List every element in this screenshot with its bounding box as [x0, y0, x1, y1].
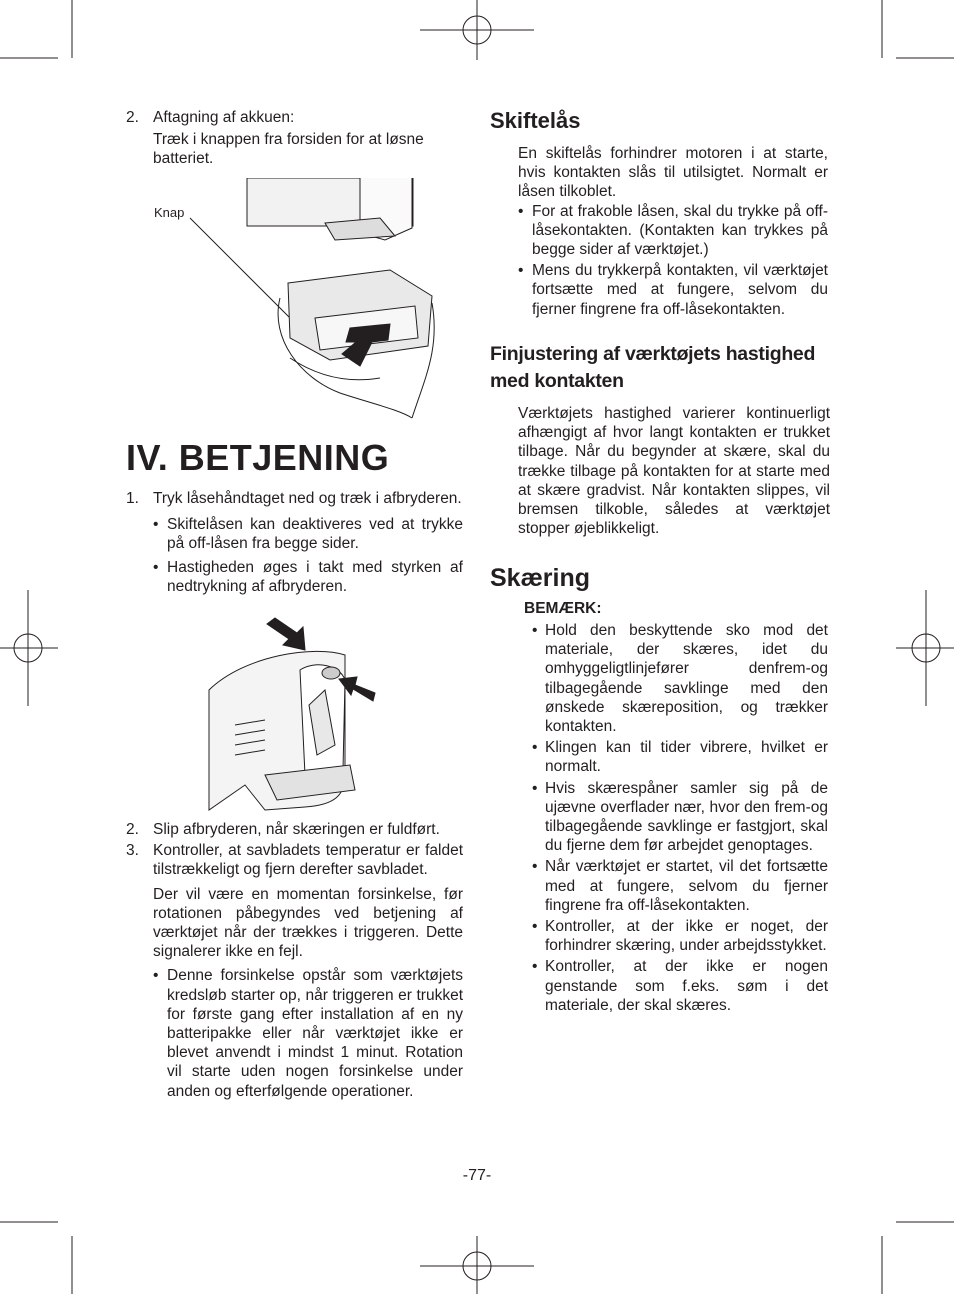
bullet-text: Hvis skærespåner samler sig på de ujævne overflader nær, hvor den frem-og tilbagegående savklinge er fastgjort, skal du fjerne dem før arbejdet genoptages.	[545, 779, 828, 855]
bullet: •	[518, 202, 524, 220]
bullet: •	[518, 262, 524, 280]
steps-2-3	[126, 820, 463, 1101]
list-item	[532, 957, 828, 1015]
list-item	[532, 917, 828, 955]
bullet-text: Mens du trykkerpå kontakten, vil værktøjet fortsætte med at fungere, selvom du fjerner fingrene fra off-låsekontakten.	[532, 262, 828, 318]
finjustering-paragraph: Værktøjets hastighed varierer kontinuerligt afhængigt af hvor langt kontakten er trukket tilbage. Når du begynder at skære, skal du trække tilbage på kontakten for at starte med at skære gradvist. Når kontakten slippes, vil bremsen tilkoble, således at værktøjet stopper øjeblikkeligt.	[518, 405, 830, 538]
bullet-text: Hastigheden øges i takt med styrken af nedtrykning af afbryderen.	[167, 558, 463, 595]
page-number: -77-	[462, 1167, 492, 1184]
page-section-title	[126, 437, 389, 479]
list-item	[532, 621, 828, 736]
bullet-text: Skiftelåsen kan deaktiveres ved at trykke på off-låsen fra begge sider.	[167, 516, 463, 553]
list-item	[532, 857, 828, 915]
list-item	[532, 779, 828, 856]
list-item	[518, 261, 828, 319]
step-number: 2.	[126, 109, 139, 126]
heading-finjustering: Finjustering af værktøjets hastighed med kontakten	[490, 343, 816, 392]
note-label: BEMÆRK:	[524, 600, 602, 617]
bullet-text: Hold den beskyttende sko mod det materiale, der skæres, idet du omhyggeligtlinjefører denfrem-og tilbagegående savklinge med den ønskede skæreposition, og trækker kontakten.	[545, 622, 828, 736]
skaering-list	[532, 621, 828, 1015]
step-number: 1.	[126, 490, 139, 507]
section-heading-betjening: IV. BETJENING	[126, 437, 390, 478]
bullet-text: Denne forsinkelse opstår som værktøjets kredsløb starter op, når triggeren er trukket for første gang efter installation af en ny batteripakke eller når værktøjet ikke er blevet anvendt i mindst 1 minut. Rotation vil starte uden nogen forsinkelse under anden og efterfølgende operationer.	[167, 967, 463, 1100]
list-item	[126, 841, 463, 1101]
skiftelas-paragraph: En skiftelås forhindrer motoren i at starte, hvis kontakten slås til utilsigtet. Normalt er låsen tilkoblet.	[518, 145, 828, 201]
bullet: •	[532, 779, 538, 797]
bullet-text: Når værktøjet er startet, vil det fortsætte med at fungere, selvom du fjerner fingrene fra off-låsekontakten.	[545, 858, 828, 914]
step-2-remove-battery	[126, 108, 463, 169]
bullet: •	[153, 967, 159, 985]
battery-removal-illustration	[150, 178, 450, 420]
step-number: 3.	[126, 842, 139, 860]
battery-removal-figure	[150, 178, 450, 420]
bullet-text: Klingen kan til tider vibrere, hvilket er normalt.	[545, 739, 828, 776]
list-item	[153, 515, 463, 553]
bullet: •	[532, 958, 538, 976]
bullet: •	[532, 622, 538, 639]
bullet: •	[532, 918, 538, 936]
bullet: •	[153, 516, 159, 534]
bullet: •	[153, 558, 159, 576]
step-text: Træk i knappen fra forsiden for at løsne batteriet.	[153, 131, 424, 168]
heading-skiftelas: Skiftelås	[490, 108, 581, 133]
heading-skaering: Skæring	[490, 564, 591, 592]
step-text: Tryk låsehåndtaget ned og træk i afbryderen.	[153, 490, 462, 507]
finjustering-section	[490, 341, 830, 538]
bullet-text: Kontroller, at der ikke er nogen genstande som f.eks. søm i det materiale, der skal skæres.	[545, 958, 828, 1014]
list-item	[153, 558, 463, 596]
trigger-figure	[205, 615, 390, 813]
bullet-text: Kontroller, at der ikke er noget, der forhindrer skæring, under arbejdsstykket.	[545, 918, 828, 955]
bullet-text: For at frakoble låsen, skal du trykke på off-låsekontakten. (Kontakten kan trykkes på begge sider af værktøjet.)	[532, 202, 828, 259]
step-title: Aftagning af akkuen:	[153, 109, 295, 126]
bullet: •	[532, 858, 538, 876]
list-item	[153, 966, 463, 1100]
step-text: Kontroller, at savbladets temperatur er faldet tilstrækkeligt og fjern derefter savbladet.	[153, 842, 463, 879]
step-number: 2.	[126, 821, 139, 838]
list-item	[532, 738, 828, 776]
step-1-operate	[126, 489, 463, 596]
list-item	[126, 820, 463, 839]
figure-label-knap: Knap	[154, 205, 185, 220]
step-paragraph: Der vil være en momentan forsinkelse, før rotationen påbegyndes ved betjening af værktøjet når der trækkes i triggeren. Dette signalerer ikke en fejl.	[153, 885, 463, 961]
bullet: •	[532, 739, 538, 757]
list-item	[518, 202, 828, 260]
trigger-illustration	[205, 615, 390, 813]
step-text: Slip afbryderen, når skæringen er fuldført.	[153, 821, 440, 838]
skiftelas-section	[490, 108, 828, 319]
skaering-section	[490, 564, 828, 1015]
